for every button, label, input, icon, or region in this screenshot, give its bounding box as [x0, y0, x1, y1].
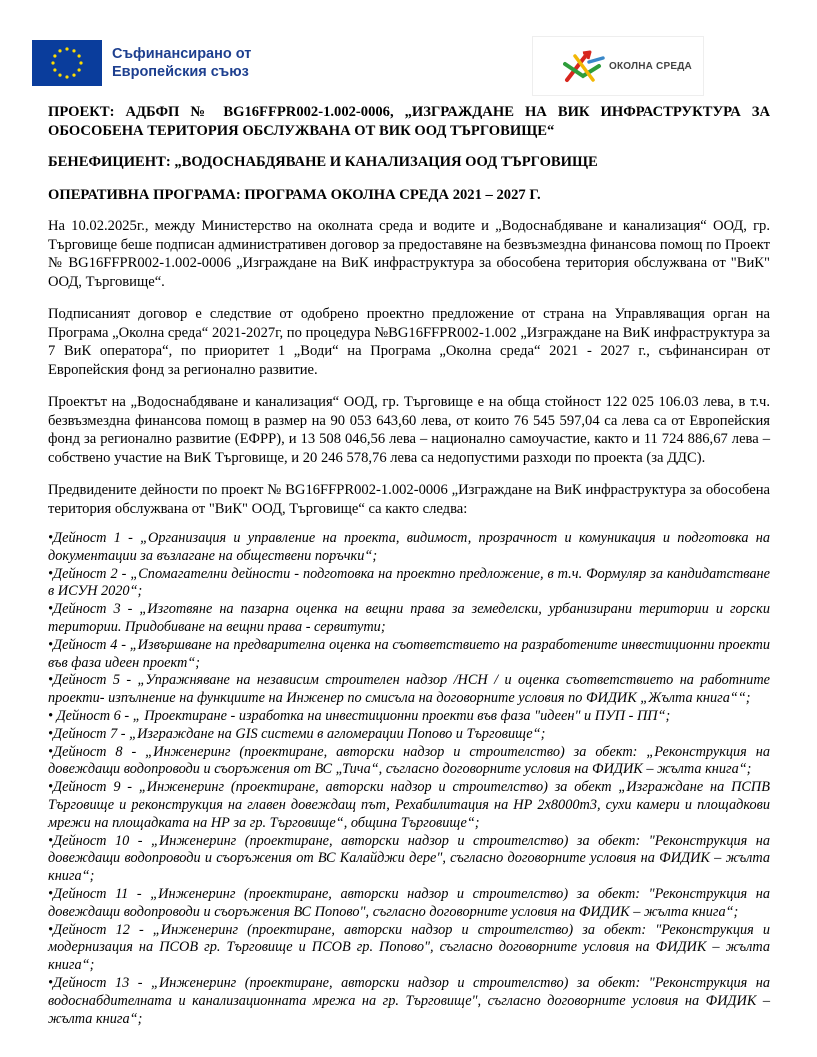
activity-item: •Дейност 2 - „Спомагателни дейности - подготовка на проектно предложение, в т.ч. Формуляр за кандидатстване в ИСУН 2020“; [48, 565, 770, 600]
beneficiary-heading: БЕНЕФИЦИЕНТ: „ВОДОСНАБДЯВАНЕ И КАНАЛИЗАЦИЯ ООД ТЪРГОВИЩЕ [48, 154, 598, 170]
environment-arrows-icon [563, 46, 605, 86]
activity-item: •Дейност 9 - „Инженеринг (проектиране, авторски надзор и строителство) за обект „Изграждане на ПСПВ Търговище и реконструкция на главен довеждащ път, Рехабилитация на НР 2х8000m3, сухи камери и площадкови мрежи на площадката на НР за гр. Търговище“, община Търговище“; [48, 779, 770, 831]
contract-paragraph: На 10.02.2025г., между Министерство на околната среда и водите и „Водоснабдяване и канализация“ ООД, гр. Търговище беше подписан административен договор за предоставяне на безвъзмездна финансова помощ по Проект № BG16FFPR002-1.002-0006 „Изграждане на ВиК инфраструктура за обособена територия обслужвана от "ВиК" ООД, Търговище“. [48, 218, 770, 290]
activity-item: •Дейност 11 - „Инженеринг (проектиране, авторски надзор и строителство) за обект: "Реконструкция на довеждащи водопроводи и съоръжения ВС Попово", съгласно договорните условия на ФИДИК – жълта книга“; [48, 885, 770, 920]
activity-item: •Дейност 10 - „Инженеринг (проектиране, авторски надзор и строителство) за обект: "Реконструкция на довеждащи водопроводи и съоръжения от ВС Калайджи дере", съгласно договорните условия на ФИДИК – жълта книга“; [48, 832, 770, 885]
eu-logo-text-line2: Европейския съюз [112, 64, 249, 80]
funding-paragraph: Проектът на „Водоснабдяване и канализация“ ООД, гр. Търговище е на обща стойност 122 025 106.03 лева, в т.ч. безвъзмездна финансова помощ в размер на 90 053 643,60 лева, от които 76 545 597,04 са лева са от Европейския фонд за регионално развитие (ЕФРР), и 13 508 046,56 лева – национално самоучастие, както и 11 724 886,67 лева – собствено участие на ВиК Търговище, и 20 246 578,76 лева са недопустими разходи по проекта (за ДДС). [48, 394, 770, 466]
eu-logo-text-line1: Съфинансирано от [112, 46, 252, 62]
activity-item: • Дейност 6 - „ Проектиране - изработка на инвестиционни проекти във фаза "идеен" и ПУП - ПП“; [48, 707, 671, 724]
page-header [32, 36, 704, 98]
program-heading: ОПЕРАТИВНА ПРОГРАМА: ПРОГРАМА ОКОЛНА СРЕДА 2021 – 2027 Г. [48, 186, 541, 203]
document-body [48, 103, 770, 1028]
activity-item: •Дейност 3 - „Изготвяне на пазарна оценка на вещни права за земеделски, урбанизирани територии и горски територии. Придобиване на вещни права - сервитути; [48, 601, 770, 635]
procedure-paragraph: Подписаният договор е следствие от одобрено проектно предложение от страна на Управляващия орган на Програма „Околна среда“ 2021-2027г, по процедура №BG16FFPR002-1.002 „Изграждане на ВиК инфраструктура за 7 ВиК оператора“, по приоритет 1 „Води“ на Програма „Околна среда“ 2021 - 2027 г., съфинансиран от Европейския фонд за регионално развитие. [48, 306, 770, 378]
activities-intro-paragraph: Предвидените дейности по проект № BG16FFPR002-1.002-0006 „Изграждане на ВиК инфраструктура за обособена територия обслужвана от "ВиК" ООД, Търговище“ са както следва: [48, 482, 770, 517]
eu-cofunded-logo [32, 40, 262, 86]
activity-item: •Дейност 1 - „Организация и управление на проекта, видимост, прозрачност и комуникация и подготовка на документации за възлагане на обществени поръчки“; [48, 530, 770, 564]
activities-list [48, 530, 770, 1028]
activity-item: •Дейност 5 - „Упражняване на независим строителен надзор /НСН / и оценка съответствието на работните проекти- изпълнение на функциите на Инженер по смисъла на договорните условия по ФИДИК „Жълта книга““; [48, 672, 770, 707]
activity-item: •Дейност 8 - „Инженеринг (проектиране, авторски надзор и строителство) за обект: „Реконструкция на довеждащи водопроводи и съоръжения от ВС „Тича“, съгласно договорните условия на ФИДИК – жълта книга“; [48, 743, 770, 778]
environment-logo-text: ОКОЛНА СРЕДА [609, 60, 692, 72]
environment-program-logo [532, 36, 704, 96]
activity-item: •Дейност 13 - „Инженеринг (проектиране, авторски надзор и строителство) за обект: "Реконструкция на водоснабдителната и канализационната мрежа на гр. Търговище", съгласно договорните условия на ФИДИК – жълта книга“; [48, 974, 770, 1027]
eu-logo-text [112, 45, 251, 81]
project-heading: ПРОЕКТ: АДБФП № BG16FFPR002-1.002-0006, „ИЗГРАЖДАНЕ НА ВИК ИНФРАСТРУКТУРА ЗА ОБОСОБЕНА ТЕРИТОРИЯ ОБСЛУЖВАНА ОТ ВИК ООД ТЪРГОВИЩЕ“ [48, 104, 770, 139]
activity-item: •Дейност 7 - „Изграждане на GIS системи в агломерации Попово и Търговище“; [48, 725, 546, 742]
activity-item: •Дейност 12 - „Инженеринг (проектиране, авторски надзор и строителство) за обект: "Реконструкция и модернизация на ПСОВ гр. Търговище и ПСОВ гр. Попово", съгласно договорните условия на ФИДИК – жълта книга“; [48, 921, 770, 974]
eu-flag-icon [32, 40, 102, 86]
activity-item: •Дейност 4 - „Извършване на предварителна оценка на съответствието на разработените инвестиционни проекти във фаза идеен проект“; [48, 636, 770, 671]
